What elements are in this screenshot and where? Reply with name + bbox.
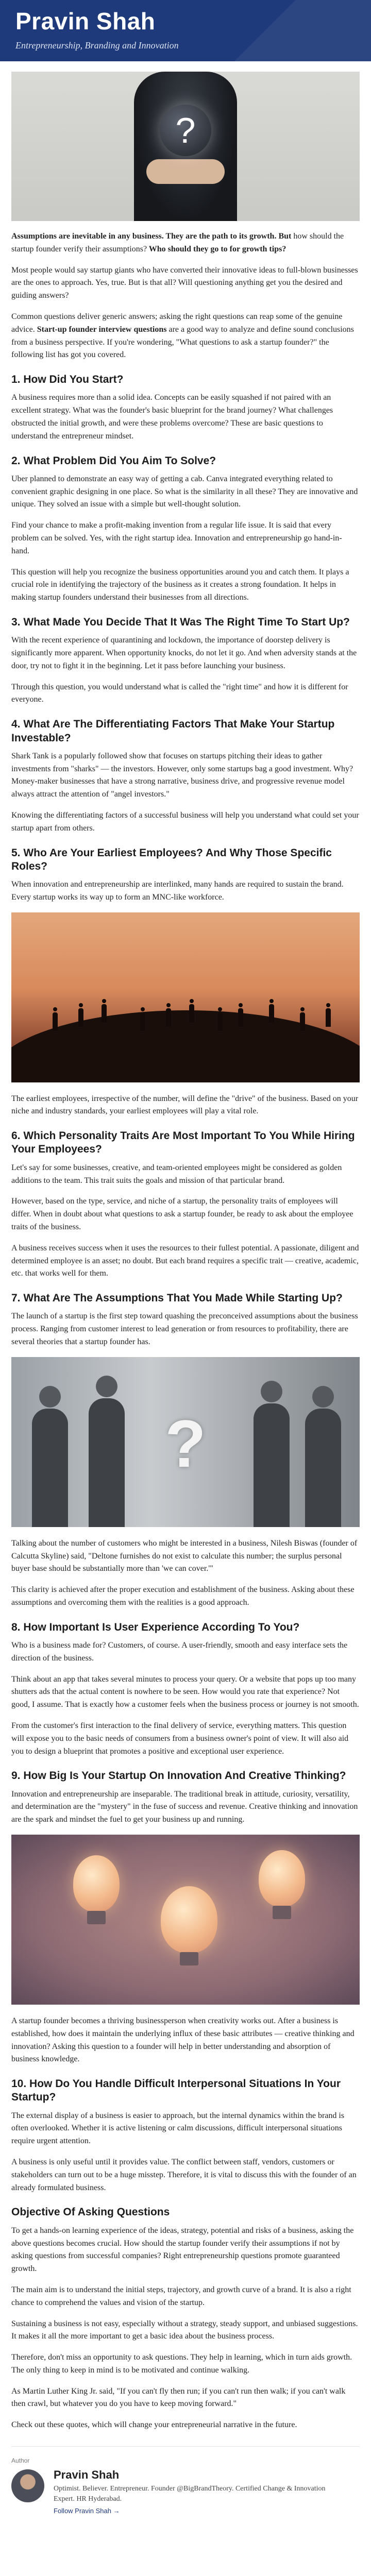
paragraph: A business receives success when it uses the resources to their fullest potential. A passionate, diligent and determined employee is an asset; no doubt. But each brand requires a specific trait — creative, academic, etc. that works well for them. [11, 1243, 359, 1278]
paragraph: As Martin Luther King Jr. said, "If you can't fly then run; if you can't run then walk; if you can't walk then crawl, but whatever you do you have to keep moving forward." [11, 2386, 346, 2409]
paragraph: Check out these quotes, which will change your entrepreneurial narrative in the future. [11, 2420, 297, 2430]
silhouette-figure [166, 1008, 171, 1027]
after-bulb-block [11, 2015, 360, 2066]
people-question-image [11, 1357, 360, 1527]
section-heading: 9. How Big Is Your Startup On Innovation And Creative Thinking? [11, 1770, 346, 1782]
section-heading: 6. Which Personality Traits Are Most Important To You While Hiring Your Employees? [11, 1130, 355, 1156]
paragraph: A business is only useful until it provides value. The conflict between staff, vendors, customers or stakeholders can turn out to be a huge misstep. Therefore, it is vital to discuss this with the founder of an already formulated business. [11, 2158, 357, 2192]
after-people-block [11, 1537, 360, 1609]
sections-block-1 [11, 373, 360, 904]
crowd-silhouette-image [11, 912, 360, 1082]
hero-image [11, 72, 360, 221]
paragraph: When innovation and entrepreneurship are interlinked, many hands are required to sustain the brand. Every startup works its way up to form an MNC-like workforce. [11, 880, 344, 902]
text-run: are a good way to analyze and define sound conclusions from a business perspective. If you're wondering, "What questions to ask a startup founder?" the following list has got you covered. [11, 325, 354, 360]
silhouette-figure [326, 1008, 331, 1027]
intro-paragraph [11, 264, 360, 302]
silhouette-figure [102, 1004, 107, 1023]
paragraph: The launch of a startup is the first step toward quashing the preconceived assumptions about the business process. Ranging from customer interest to lead generation or from resources to profitability, there are several theories that a startup founder has. [11, 1312, 358, 1346]
question-mark-icon: ? [160, 105, 211, 156]
paragraph: Find your chance to make a profit-making invention from a regular life issue. It is said that every problem can be solved. Yes, with the right startup idea. Innovation and entrepreneurship go hand-in-hand. [11, 521, 342, 555]
sections-block-3 [11, 1621, 360, 1826]
follow-author-link[interactable]: Follow Pravin Shah → [54, 2507, 120, 2515]
paragraph: Shark Tank is a popularly followed show that focuses on startups pitching their ideas to gather investments from "sharks" — the investors. However, only some startups bag a good investment. Why? Money-maker businesses that have a strong narrative, business drive, and progressive revenue model always attract the attention of "angel investors." [11, 751, 353, 799]
bulb-base [87, 1911, 106, 1924]
paragraph: Knowing the differentiating factors of a successful business will help you understand what could set your startup apart from others. [11, 810, 359, 833]
section-heading: Objective Of Asking Questions [11, 2206, 170, 2218]
paragraph: With the recent experience of quarantining and lockdown, the importance of doorstep delivery is significantly more apparent. When opportunity knocks, do not let it go. And when adversity stands at the door, try not to fight it in the beginning. Let it pass before launching your business. [11, 636, 357, 670]
section-heading: 1. How Did You Start? [11, 374, 124, 386]
silhouette-figure [300, 1012, 305, 1031]
hill-shape [11, 1010, 360, 1082]
section-heading: 8. How Important Is User Experience According To You? [11, 1621, 300, 1633]
section-heading: 10. How Do You Handle Difficult Interpersonal Situations In Your Startup? [11, 2078, 341, 2104]
emphasis-text: Assumptions are inevitable in any business. They are the path to its growth. But [11, 232, 294, 241]
after-crowd-block [11, 1093, 360, 1118]
paragraph: The external display of a business is easier to approach, but the internal dynamics within the brand is often overlooked. Whether it is active listening or calm discussions, difficult interpersonal situations require urgent attention. [11, 2111, 345, 2146]
paragraph: Through this question, you would understand what is called the "right time" and how it is different for everyone. [11, 682, 348, 704]
paragraph: This question will help you recognize the business opportunities around you and catch them. It plays a crucial role in identifying the trajectory of the business as it creates a strong foundation. It helps in making startup founders understand their businesses from all directions. [11, 567, 349, 602]
text-run: Common questions deliver generic answers; asking the right questions can reap some of the genuine advice. [11, 312, 343, 334]
section-heading: 3. What Made You Decide That It Was The Right Time To Start Up? [11, 616, 350, 629]
emphasis-text: Start-up founder interview questions [37, 325, 167, 334]
question-mark-icon: ? [165, 1405, 206, 1481]
silhouette-figure [269, 1004, 274, 1023]
section-heading: 7. What Are The Assumptions That You Made While Starting Up? [11, 1292, 343, 1304]
text-run: how should the startup founder verify their assumptions? [11, 232, 344, 253]
paragraph: This clarity is achieved after the proper execution and establishment of the business. Asking about these assumptions and overcoming them with the realities is a good approach. [11, 1585, 355, 1607]
masthead-decoration [201, 0, 371, 61]
silhouette-figure [189, 1004, 194, 1023]
bulb-base [273, 1906, 291, 1919]
paragraph: Let's say for some businesses, creative, and team-oriented employees might be considered as golden additions to the team. This trait suits the goals and mission of that particular brand. [11, 1163, 342, 1185]
lightbulbs-image [11, 1835, 360, 2005]
article-content [0, 72, 371, 2555]
person-figure [305, 1409, 341, 1527]
paragraph: Uber planned to demonstrate an easy way of getting a cab. Canva integrated everything related to convenient graphic designing in one place. So what is the similarity in all these? They are innovative and unique. They solved an issue with a simple but well-thought solution. [11, 474, 358, 509]
paragraph: Talking about the number of customers who might be interested in a business, Nilesh Biswas (founder of Calcutta Skyline) said, "Deltone furnishes do not exist to calculate this number; the surplus personal buyer base should be substantially more than 'we can cover.'" [11, 1538, 358, 1573]
lightbulb-icon [259, 1850, 305, 1907]
silhouette-figure [53, 1012, 58, 1031]
paragraph: To get a hands-on learning experience of the ideas, strategy, potential and risks of a business, asking the above questions becomes crucial. How should the startup founder verify their assumptions if not by asking questions from successful companies? Right entrepreneurship questions promote guaranteed growth. [11, 2226, 354, 2274]
silhouette-figure [78, 1008, 83, 1027]
text-run: Most people would say startup giants who have converted their innovative ideas to full-blown businesses are the ones to approach. Yes, true. But is that all? Will questioning anything get you the desired and guiding answers? [11, 265, 358, 300]
author-info [54, 2468, 342, 2515]
section-heading: 5. Who Are Your Earliest Employees? And Why Those Specific Roles? [11, 846, 332, 872]
paragraph: From the customer's first interaction to the final delivery of service, everything matters. This question will expose you to the basic needs of consumers from a business owner's point of view. It will also aid you to design a blueprint that promotes a positive and exceptional user experience. [11, 1721, 349, 1756]
person-figure [254, 1403, 290, 1527]
author-bio: Optimist. Believer. Entrepreneur. Founder @BigBrandTheory. Certified Change & Innovation Expert. HR Hyderabad. [54, 2485, 326, 2503]
person-figure [32, 1409, 68, 1527]
paragraph: Who is a business made for? Customers, of course. A user-friendly, smooth and easy interface sets the direction of the business. [11, 1640, 348, 1663]
paragraph: Innovation and entrepreneurship are inseparable. The traditional break in attitude, curiosity, versatility, and determination are the "mystery" in the fuse of success and revenue. Creative thinking and innovation are the spark and mindset the fuel to get your business up and running. [11, 1789, 358, 1824]
lightbulb-icon [73, 1855, 120, 1912]
paragraph: A startup founder becomes a thriving businessperson when creativity works out. After a business is established, how does it maintain the underlying influx of these basic attributes — creative thinking and innovation? Asking this question to a founder will help in better understanding and absorption of business knowledge. [11, 2016, 355, 2064]
silhouette-figure [217, 1012, 223, 1031]
emphasis-text: Who should they go to for growth tips? [147, 244, 286, 253]
paragraph: A business requires more than a solid idea. Concepts can be easily squashed if not paired with an excellent strategy. What was the founder's basic blueprint for the brand journey? What challenges obstructed the initial growth, and were these problems overcome? These are basic questions to understand the entrepreneur mindset. [11, 393, 333, 440]
site-brand[interactable]: Pravin Shah [15, 8, 156, 35]
author-box [11, 2446, 360, 2534]
section-heading: 2. What Problem Did You Aim To Solve? [11, 454, 216, 467]
paragraph: The main aim is to understand the initial steps, trajectory, and growth curve of a brand. It is also a right chance to comprehend the values and vision of the startup. [11, 2285, 351, 2307]
section-heading: 4. What Are The Differentiating Factors That Make Your Startup Investable? [11, 718, 335, 744]
author-name[interactable]: Pravin Shah [54, 2468, 120, 2482]
person-figure [89, 1398, 125, 1527]
lightbulb-icon [161, 1886, 217, 1953]
footer-spacer [11, 2534, 360, 2555]
paragraph: Sustaining a business is not easy, especially without a strategy, steady support, and unbiased suggestions. It makes it all the more important to get a basic idea about the business process. [11, 2319, 358, 2341]
silhouette-figure [140, 1012, 145, 1031]
intro-paragraph [11, 230, 360, 256]
hero-hand [146, 159, 225, 184]
intro-paragraph [11, 311, 360, 362]
bulb-base [180, 1952, 198, 1965]
author-label: Author [11, 2457, 30, 2465]
author-avatar[interactable] [11, 2469, 44, 2502]
sections-block-2 [11, 1129, 360, 1349]
masthead [0, 0, 371, 61]
paragraph: The earliest employees, irrespective of the number, will define the "drive" of the business. Based on your niche and industry standards, your earliest employees will play a vital role. [11, 1094, 359, 1116]
sections-block-4 [11, 2077, 360, 2432]
paragraph: However, based on the type, service, and niche of a startup, the personality traits of employees will differ. When in doubt about what questions to ask a startup founder, be ready to ask about the employee traits of the business. [11, 1197, 353, 1231]
paragraph: Think about an app that takes several minutes to process your query. Or a website that pops up too many shutters ads that the actual content is nowhere to be seen. How would you rate that experience? Not good, I assume. That is exactly how a customer feels when the business process or journey is not smooth. [11, 1674, 359, 1709]
site-tagline: Entrepreneurship, Branding and Innovation [15, 40, 179, 50]
silhouette-figure [238, 1008, 243, 1027]
paragraph: Therefore, don't miss an opportunity to ask questions. They help in learning, which in turn aids growth. The only thing to keep in mind is to be motivated and continue walking. [11, 2353, 352, 2375]
intro-block [11, 230, 360, 362]
